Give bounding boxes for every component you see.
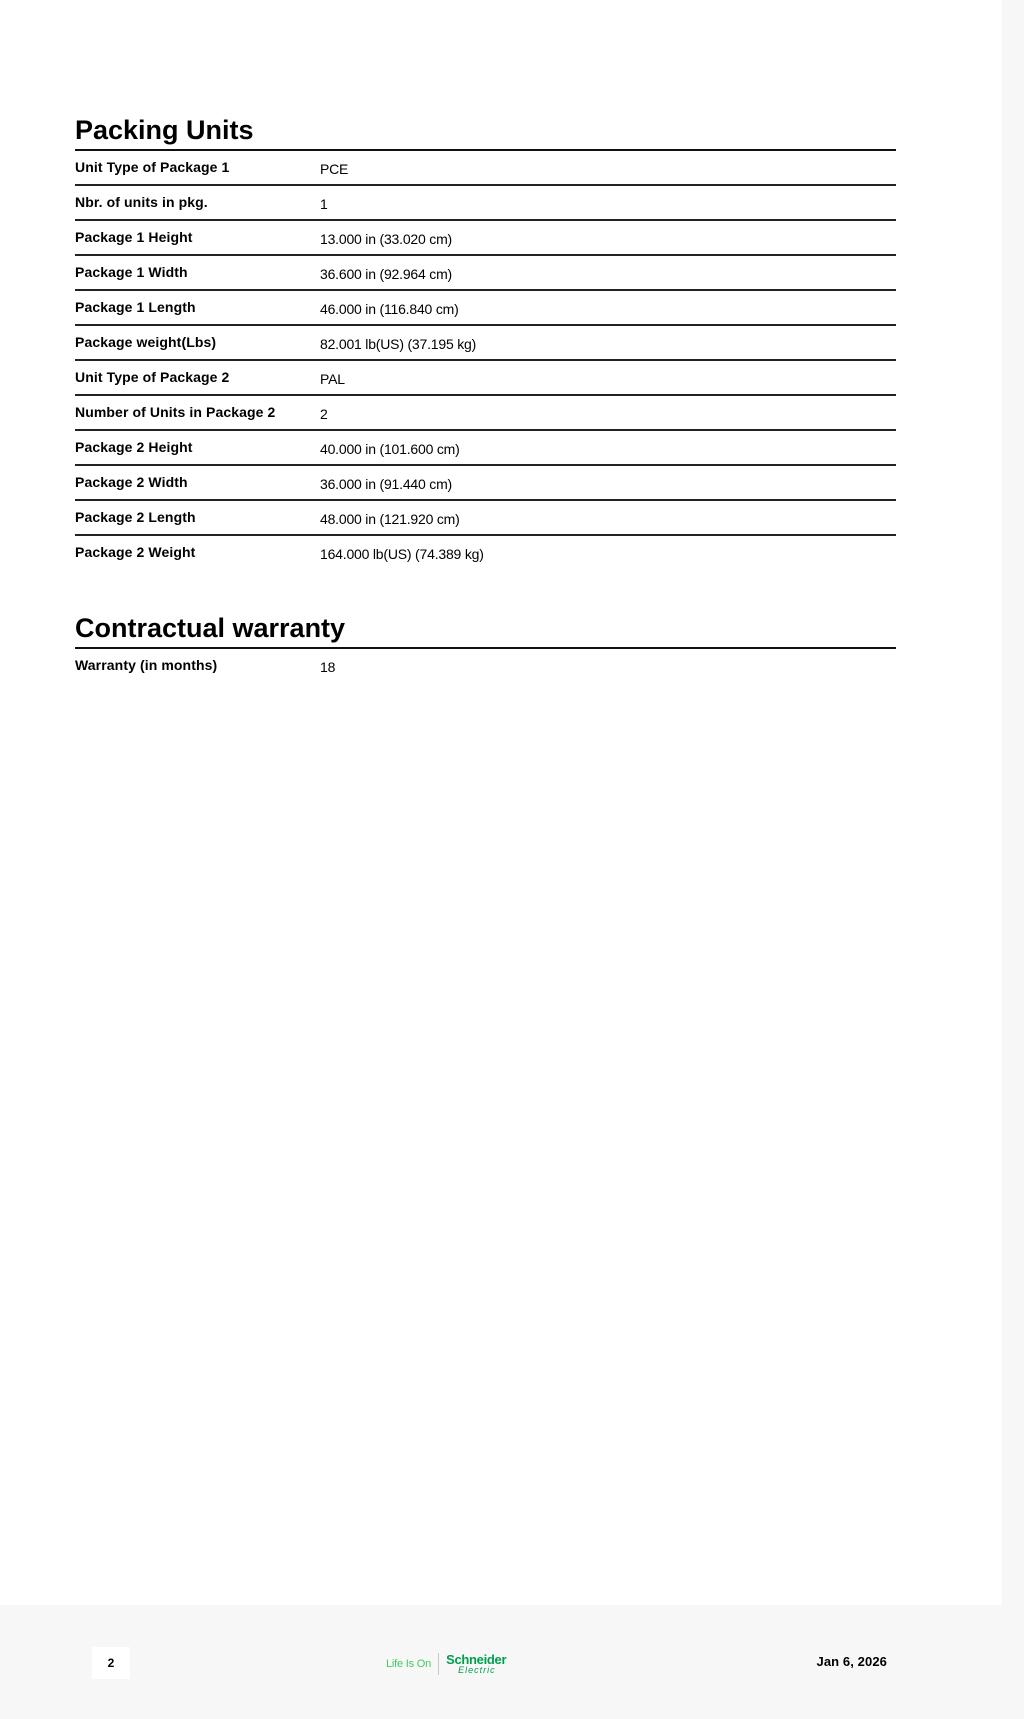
- page-footer: [0, 1605, 1002, 1719]
- row-label: Unit Type of Package 2: [75, 369, 230, 385]
- row-value: PAL: [320, 371, 345, 387]
- warranty-table: [75, 649, 896, 684]
- table-row: [75, 536, 896, 571]
- row-label: Package 1 Height: [75, 229, 193, 245]
- row-label: Package 2 Weight: [75, 544, 196, 560]
- table-row: [75, 326, 896, 361]
- row-value: 36.000 in (91.440 cm): [320, 476, 452, 492]
- packing-units-table: [75, 151, 896, 571]
- document-date: Jan 6, 2026: [816, 1654, 887, 1669]
- section-title: Packing Units: [75, 114, 896, 151]
- brand-name: Schneider: [446, 1652, 507, 1667]
- brand-wordmark: [446, 1653, 506, 1675]
- row-label: Package 1 Length: [75, 299, 196, 315]
- row-label: Package weight(Lbs): [75, 334, 217, 350]
- table-row: [75, 151, 896, 186]
- packing-units-section: [75, 114, 896, 571]
- row-value: PCE: [320, 161, 349, 177]
- row-value: 2: [320, 406, 328, 422]
- row-label: Warranty (in months): [75, 657, 218, 673]
- row-label: Package 1 Width: [75, 264, 188, 280]
- row-label: Package 2 Height: [75, 439, 193, 455]
- row-value: 13.000 in (33.020 cm): [320, 231, 452, 247]
- table-row: [75, 501, 896, 536]
- row-label: Package 2 Width: [75, 474, 188, 490]
- page-number: 2: [92, 1647, 130, 1679]
- contractual-warranty-section: [75, 612, 896, 684]
- table-row: [75, 466, 896, 501]
- row-value: 46.000 in (116.840 cm): [320, 301, 459, 317]
- row-value: 48.000 in (121.920 cm): [320, 511, 460, 527]
- brand-subname: Electric: [458, 1665, 496, 1675]
- life-is-on-tagline: Life Is On: [386, 1658, 432, 1670]
- table-row: [75, 431, 896, 466]
- table-row: [75, 649, 896, 684]
- row-value: 1: [320, 196, 328, 212]
- row-value: 36.600 in (92.964 cm): [320, 266, 452, 282]
- schneider-electric-logo: [386, 1651, 506, 1677]
- table-row: [75, 361, 896, 396]
- row-label: Number of Units in Package 2: [75, 404, 276, 420]
- row-value: 82.001 lb(US) (37.195 kg): [320, 336, 477, 352]
- row-value: 40.000 in (101.600 cm): [320, 441, 460, 457]
- row-label: Package 2 Length: [75, 509, 196, 525]
- row-label: Unit Type of Package 1: [75, 159, 230, 175]
- page-margin: [1002, 0, 1024, 1719]
- section-title: Contractual warranty: [75, 612, 896, 649]
- table-row: [75, 221, 896, 256]
- table-row: [75, 186, 896, 221]
- table-row: [75, 291, 896, 326]
- table-row: [75, 396, 896, 431]
- row-value: 18: [320, 659, 336, 675]
- table-row: [75, 256, 896, 291]
- row-label: Nbr. of units in pkg.: [75, 194, 208, 210]
- logo-divider: [438, 1653, 439, 1675]
- row-value: 164.000 lb(US) (74.389 kg): [320, 546, 484, 562]
